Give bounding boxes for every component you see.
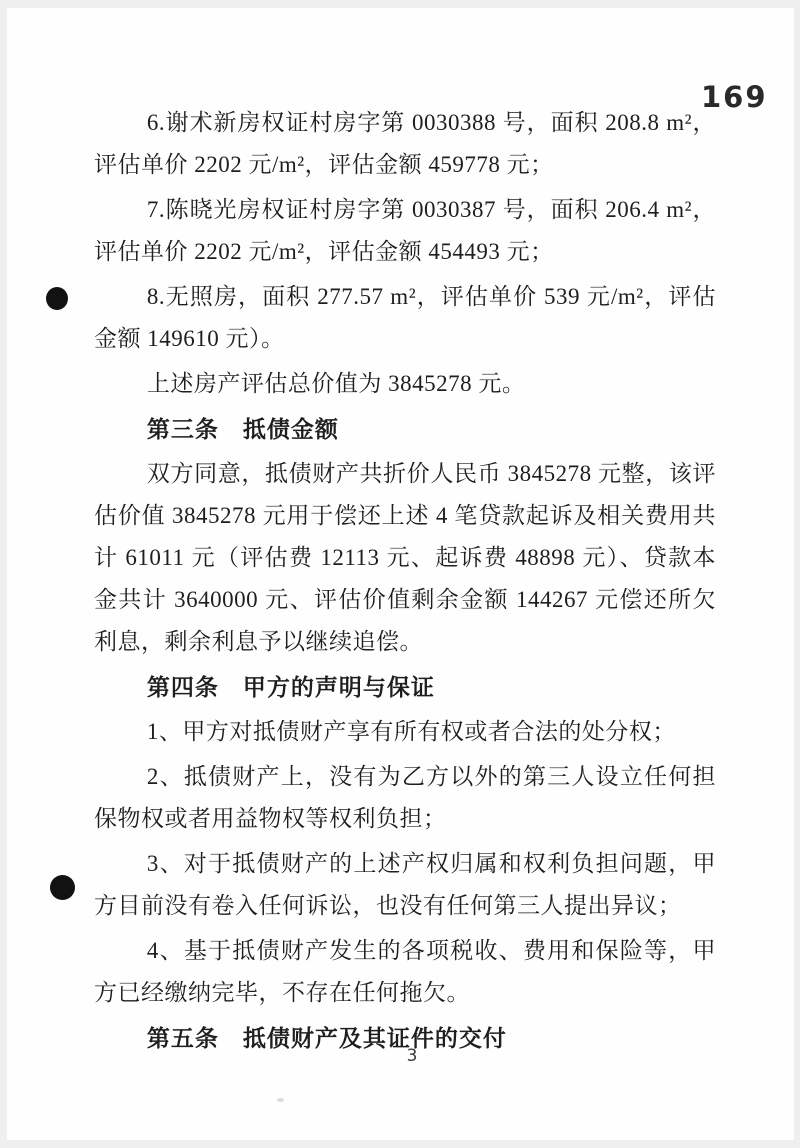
scan-artifact	[277, 1098, 284, 1102]
paragraph: 4、基于抵债财产发生的各项税收、费用和保险等，甲方已经缴纳完毕，不存在任何拖欠。	[94, 938, 716, 1005]
paragraph: 6.谢术新房权证村房字第 0030388 号，面积 208.8 m²，评估单价 2202 元/m²，评估金额 459778 元；	[94, 110, 716, 177]
paragraph: 双方同意，抵债财产共折价人民币 3845278 元整，该评估价值 3845278 元用于偿还上述 4 笔贷款起诉及相关费用共计 61011 元（评估费 12113 元、起诉费 48898 元）、贷款本金共计 3640000 元、评估价值剩余金额 144267 元偿还所欠利息，剩余利息予以继续追偿。	[94, 461, 716, 654]
paragraph: 2、抵债财产上，没有为乙方以外的第三人设立任何担保物权或者用益物权等权利负担；	[94, 764, 716, 831]
paragraph: 1、甲方对抵债财产享有所有权或者合法的处分权；	[146, 719, 676, 744]
paragraph: 7.陈晓光房权证村房字第 0030387 号，面积 206.4 m²，评估单价 2202 元/m²，评估金额 454493 元；	[94, 197, 716, 264]
page-number: 3	[406, 1046, 418, 1066]
section-heading: 第四条 甲方的声明与保证	[146, 674, 435, 700]
page-stamp-number: 169	[701, 80, 768, 114]
punch-hole-mark	[50, 875, 75, 900]
section-heading: 第三条 抵债金额	[146, 416, 339, 442]
document-page	[7, 8, 794, 1140]
paragraph: 3、对于抵债财产的上述产权归属和权利负担问题，甲方目前没有卷入任何诉讼，也没有任何第三人提出异议；	[94, 851, 716, 918]
paragraph: 8.无照房，面积 277.57 m²，评估单价 539 元/m²，评估金额 149610 元）。	[94, 284, 716, 351]
section-heading: 第五条 抵债财产及其证件的交付	[146, 1025, 507, 1051]
document-body	[94, 102, 716, 1062]
paragraph: 上述房产评估总价值为 3845278 元。	[146, 371, 526, 396]
punch-hole-mark	[46, 287, 68, 310]
